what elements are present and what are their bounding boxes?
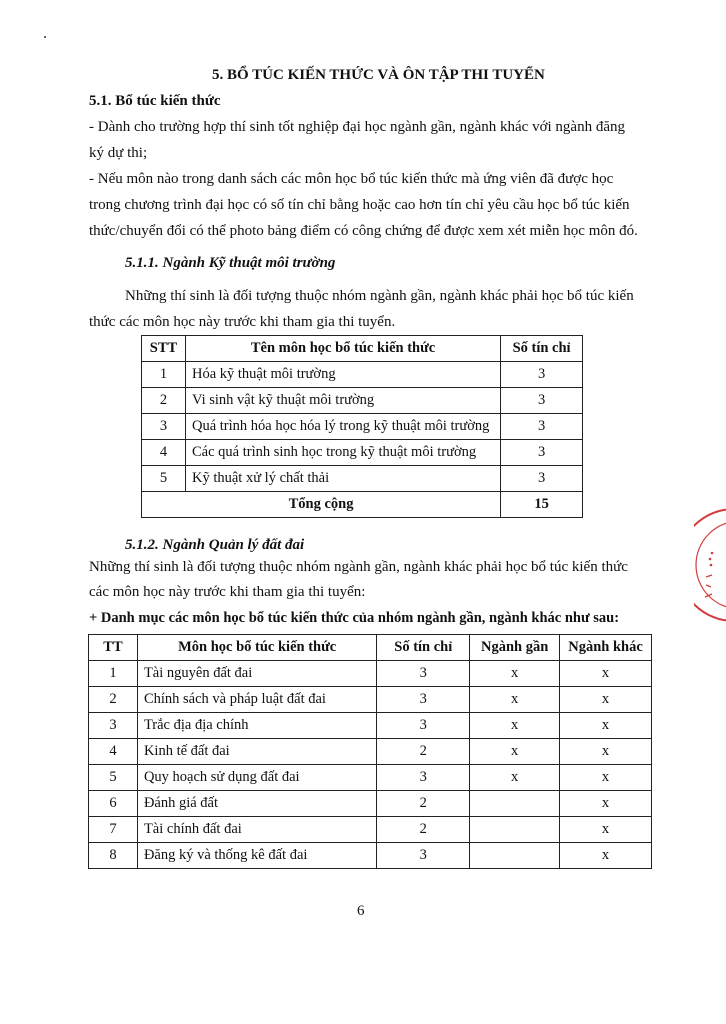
table-row xyxy=(89,843,652,869)
table-cell: Quá trình hóa học hóa lý trong kỹ thuật môi trường xyxy=(185,414,500,440)
total-label: Tổng cộng xyxy=(142,492,501,518)
table-cell: x xyxy=(560,765,652,791)
table-cell: 1 xyxy=(142,362,186,388)
red-seal-stamp xyxy=(694,505,726,625)
table-cell: 3 xyxy=(89,713,138,739)
table-cell: Trắc địa địa chính xyxy=(137,713,376,739)
paragraph-line: trong chương trình đại học có số tín chỉ bằng hoặc cao hơn tín chỉ yêu cầu học bổ túc kiến xyxy=(89,197,630,213)
paragraph-line: Những thí sinh là đối tượng thuộc nhóm ngành gần, ngành khác phải học bổ túc kiến thức xyxy=(89,559,628,575)
table-cell: x xyxy=(560,739,652,765)
column-header: Số tín chỉ xyxy=(377,635,470,661)
table-cell: x xyxy=(470,713,560,739)
paragraph-line: thức/chuyển đổi có thể photo bảng điểm có công chứng để được xem xét miễn học môn đó. xyxy=(89,223,638,239)
course-table-land-management xyxy=(88,634,652,869)
table-row xyxy=(142,466,583,492)
table-row xyxy=(89,661,652,687)
table-cell: 3 xyxy=(501,414,583,440)
table-cell: 5 xyxy=(89,765,138,791)
table-cell: 3 xyxy=(377,765,470,791)
table-cell: 3 xyxy=(501,440,583,466)
scan-speck xyxy=(44,36,46,38)
table-row xyxy=(142,414,583,440)
table-cell: 3 xyxy=(501,466,583,492)
table-cell: Hóa kỹ thuật môi trường xyxy=(185,362,500,388)
course-table-environment xyxy=(141,335,583,518)
table-row xyxy=(142,388,583,414)
column-header: Số tín chỉ xyxy=(501,336,583,362)
table-cell: 8 xyxy=(89,843,138,869)
table-cell: 3 xyxy=(142,414,186,440)
table-cell: 2 xyxy=(377,817,470,843)
table-row xyxy=(89,817,652,843)
table-cell: x xyxy=(560,713,652,739)
table-cell: x xyxy=(560,843,652,869)
table-cell: 3 xyxy=(377,687,470,713)
table-cell: x xyxy=(470,687,560,713)
table-cell: 6 xyxy=(89,791,138,817)
table-cell: 1 xyxy=(89,661,138,687)
table-cell: 4 xyxy=(142,440,186,466)
table-cell: x xyxy=(470,739,560,765)
table-row xyxy=(89,687,652,713)
column-header: Tên môn học bổ túc kiến thức xyxy=(185,336,500,362)
paragraph-line: - Nếu môn nào trong danh sách các môn học bổ túc kiến thức mà ứng viên đã được học xyxy=(89,171,614,187)
table-cell xyxy=(470,843,560,869)
table-row xyxy=(89,765,652,791)
subsection-heading: 5.1. Bổ túc kiến thức xyxy=(89,93,221,109)
table-cell: x xyxy=(470,765,560,791)
table-cell: 3 xyxy=(377,661,470,687)
paragraph-line: Những thí sinh là đối tượng thuộc nhóm ngành gần, ngành khác phải học bổ túc kiến xyxy=(125,288,634,304)
page-number: 6 xyxy=(357,903,365,919)
list-heading: + Danh mục các môn học bổ túc kiến thức của nhóm ngành gần, ngành khác như sau: xyxy=(89,610,620,626)
table-cell: 3 xyxy=(501,362,583,388)
table-row xyxy=(89,791,652,817)
table-header-row xyxy=(89,635,652,661)
table-cell: x xyxy=(560,791,652,817)
table-cell: 3 xyxy=(377,843,470,869)
table-cell: Đánh giá đất xyxy=(137,791,376,817)
paragraph-line: - Dành cho trường hợp thí sinh tốt nghiệp đại học ngành gần, ngành khác với ngành đăng xyxy=(89,119,625,135)
column-header: Môn học bổ túc kiến thức xyxy=(137,635,376,661)
paragraph-line: thức các môn học này trước khi tham gia thi tuyển. xyxy=(89,314,396,330)
column-header: TT xyxy=(89,635,138,661)
table-row xyxy=(142,362,583,388)
table-cell xyxy=(470,817,560,843)
table-cell: Quy hoạch sử dụng đất đai xyxy=(137,765,376,791)
table-cell: Tài nguyên đất đai xyxy=(137,661,376,687)
table-cell: x xyxy=(560,817,652,843)
total-value: 15 xyxy=(501,492,583,518)
table-cell: Vi sinh vật kỹ thuật môi trường xyxy=(185,388,500,414)
subsection-heading: 5.1.2. Ngành Quản lý đất đai xyxy=(125,537,305,553)
column-header: Ngành gần xyxy=(470,635,560,661)
section-title: 5. BỔ TÚC KIẾN THỨC VÀ ÔN TẬP THI TUYỂN xyxy=(212,67,545,83)
table-cell: x xyxy=(560,661,652,687)
table-cell: 3 xyxy=(377,713,470,739)
table-row xyxy=(89,739,652,765)
column-header: STT xyxy=(142,336,186,362)
table-cell: Chính sách và pháp luật đất đai xyxy=(137,687,376,713)
table-cell: 3 xyxy=(501,388,583,414)
table-header-row xyxy=(142,336,583,362)
table-cell: 2 xyxy=(377,791,470,817)
table-cell: Kỹ thuật xử lý chất thải xyxy=(185,466,500,492)
table-cell: 2 xyxy=(377,739,470,765)
table-cell: 7 xyxy=(89,817,138,843)
table-cell: 5 xyxy=(142,466,186,492)
table-cell: 2 xyxy=(89,687,138,713)
column-header: Ngành khác xyxy=(560,635,652,661)
table-row xyxy=(142,440,583,466)
table-cell: 2 xyxy=(142,388,186,414)
table-cell: x xyxy=(560,687,652,713)
table-cell: Tài chính đất đai xyxy=(137,817,376,843)
table-cell: 4 xyxy=(89,739,138,765)
table-cell: Kinh tế đất đai xyxy=(137,739,376,765)
subsection-heading: 5.1.1. Ngành Kỹ thuật môi trường xyxy=(125,255,336,271)
table-cell: Đăng ký và thống kê đất đai xyxy=(137,843,376,869)
table-cell: x xyxy=(470,661,560,687)
table-cell: Các quá trình sinh học trong kỹ thuật môi trường xyxy=(185,440,500,466)
paragraph-line: ký dự thi; xyxy=(89,145,148,161)
table-row xyxy=(89,713,652,739)
paragraph-line: các môn học này trước khi tham gia thi tuyển: xyxy=(89,584,366,600)
table-total-row xyxy=(142,492,583,518)
table-cell xyxy=(470,791,560,817)
